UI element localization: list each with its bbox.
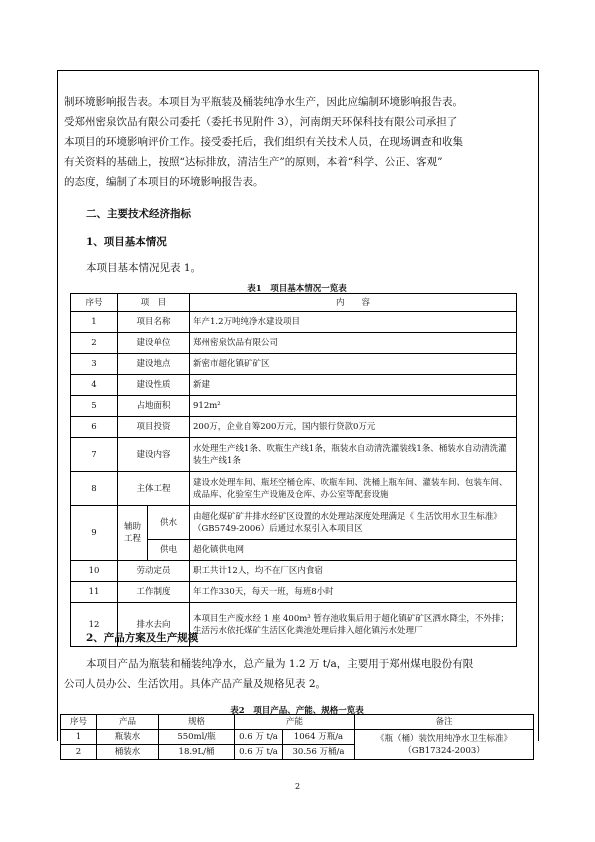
table-2-caption: 表2 项目产品、产能、规格一览表 xyxy=(230,706,364,716)
table-row xyxy=(71,417,517,438)
header-remark: 备注 xyxy=(355,715,534,730)
table-row xyxy=(61,730,534,745)
table-header-row xyxy=(71,294,517,312)
row-capacity-units: 1064 万瓶/a xyxy=(283,730,355,745)
row-content: 年工作330天，每天一班，每班8小时 xyxy=(190,582,517,603)
row-item: 建设内容 xyxy=(118,438,190,472)
row-content: 职工共计12人，均不在厂区内食宿 xyxy=(190,561,517,582)
row-item: 建设地点 xyxy=(118,354,190,375)
header-content: 内 容 xyxy=(190,294,517,312)
intro-line: 有关资料的基础上，按照“达标排放，清洁生产”的原则，本着“科学、公正、客观” xyxy=(64,156,443,168)
row-subitem: 供电 xyxy=(148,540,190,561)
row-content: 新密市超化镇矿矿区 xyxy=(190,354,517,375)
row-spec: 550ml/瓶 xyxy=(159,730,235,745)
row-product: 桶装水 xyxy=(97,745,159,760)
subsection-2-line: 本项目产品为瓶装和桶装纯净水，总产量为 1.2 万 t/a，主要用于郑州煤电股份有限 xyxy=(86,658,474,670)
header-capacity: 产能 xyxy=(235,715,355,730)
row-no: 1 xyxy=(61,730,97,745)
row-capacity-tons: 0.6 万 t/a xyxy=(235,730,283,745)
row-no: 6 xyxy=(71,417,118,438)
row-no: 10 xyxy=(71,561,118,582)
table-header-row xyxy=(61,715,534,730)
intro-line: 本项目的环境影响评价工作。接受委托后，我们组织有关技术人员，在现场调查和收集 xyxy=(64,136,463,148)
row-content: 新建 xyxy=(190,375,517,396)
row-subitem: 供水 xyxy=(148,506,190,540)
table-1-caption: 表1 项目基本情况一览表 xyxy=(247,284,347,294)
row-no: 2 xyxy=(71,333,118,354)
table-row xyxy=(71,354,517,375)
row-item: 建设性质 xyxy=(118,375,190,396)
subsection-1-heading: 1、项目基本情况 xyxy=(86,236,167,248)
subsection-2-text xyxy=(64,654,530,694)
table-row xyxy=(71,561,517,582)
row-content: 建设水处理车间、瓶坯空桶仓库、吹瓶车间、洗桶上瓶车间、灌装车间、包装车间、成品库、化验室生产设施及仓库、办公室等配套设施 xyxy=(190,472,517,506)
row-no: 5 xyxy=(71,396,118,417)
table-row xyxy=(71,333,517,354)
header-spec: 规格 xyxy=(159,715,235,730)
table-row xyxy=(71,506,517,540)
subsection-1-text: 本项目基本情况见表 1。 xyxy=(86,262,202,274)
table-row xyxy=(71,375,517,396)
section-2-heading: 二、主要技术经济指标 xyxy=(86,208,191,220)
row-item: 工作制度 xyxy=(118,582,190,603)
row-no: 8 xyxy=(71,472,118,506)
table-row xyxy=(71,582,517,603)
row-no: 1 xyxy=(71,312,118,333)
header-no: 序号 xyxy=(71,294,118,312)
row-product: 瓶装水 xyxy=(97,730,159,745)
table-row xyxy=(71,472,517,506)
row-item: 建设单位 xyxy=(118,333,190,354)
product-table xyxy=(60,714,534,760)
row-no: 9 xyxy=(71,506,118,561)
row-capacity-units: 30.56 万桶/a xyxy=(283,745,355,760)
row-spec: 18.9L/桶 xyxy=(159,745,235,760)
row-no: 4 xyxy=(71,375,118,396)
row-capacity-tons: 0.6 万 t/a xyxy=(235,745,283,760)
subsection-2-heading: 2、产品方案及生产规模 xyxy=(86,632,199,644)
project-info-table xyxy=(70,293,517,647)
row-item: 占地面积 xyxy=(118,396,190,417)
row-content: 年产1.2万吨纯净水建设项目 xyxy=(190,312,517,333)
intro-line: 制环境影响报告表。本项目为平瓶装及桶装纯净水生产，因此应编制环境影响报告表。 xyxy=(64,96,463,108)
table-row xyxy=(71,438,517,472)
intro-line: 受郑州密泉饮品有限公司委托（委托书见附件 3），河南朗天环保科技有限公司承担了 xyxy=(64,116,458,128)
row-content: 水处理生产线1条、吹瓶生产线1条，瓶装水自动清洗灌装线1条、桶装水自动清洗灌装生产线1条 xyxy=(190,438,517,472)
row-item: 项目投资 xyxy=(118,417,190,438)
row-content: 郑州密泉饮品有限公司 xyxy=(190,333,517,354)
row-no: 11 xyxy=(71,582,118,603)
row-content: 本项目生产废水经 1 座 400m³ 暂存池收集后用于超化镇矿矿区洒水降尘，不外排；生活污水依托煤矿生活区化粪池处理后排入超化镇污水处理厂 xyxy=(190,603,517,647)
row-remark: 《瓶（桶）装饮用纯净水卫生标准》（GB17324-2003） xyxy=(355,730,534,760)
row-item: 项目名称 xyxy=(118,312,190,333)
row-content: 912m² xyxy=(190,396,517,417)
subsection-2-line: 公司人员办公、生活饮用。具体产品产量及规格见表 2。 xyxy=(64,678,327,690)
header-product: 产品 xyxy=(97,715,159,730)
table-row xyxy=(71,396,517,417)
intro-paragraph xyxy=(64,92,530,192)
row-no: 7 xyxy=(71,438,118,472)
row-content: 200万，企业自筹200万元，国内银行贷款0万元 xyxy=(190,417,517,438)
intro-line: 的态度，编制了本项目的环境影响报告表。 xyxy=(64,176,264,188)
table-row xyxy=(71,312,517,333)
page-number: 2 xyxy=(294,782,301,791)
row-no: 12 xyxy=(71,603,118,647)
row-item: 主体工程 xyxy=(118,472,190,506)
row-content: 由超化煤矿矿井排水经矿区设置的水处理站深度处理满足《 生活饮用水卫生标准》（GB5749-2006）后通过水泵引入本项目区 xyxy=(190,506,517,540)
row-no: 3 xyxy=(71,354,118,375)
header-no: 序号 xyxy=(61,715,97,730)
header-item: 项 目 xyxy=(118,294,190,312)
row-group: 辅助工程 xyxy=(118,506,148,561)
row-item: 劳动定员 xyxy=(118,561,190,582)
row-item: 排水去向 xyxy=(118,603,190,647)
row-no: 2 xyxy=(61,745,97,760)
row-content: 超化镇供电网 xyxy=(190,540,517,561)
